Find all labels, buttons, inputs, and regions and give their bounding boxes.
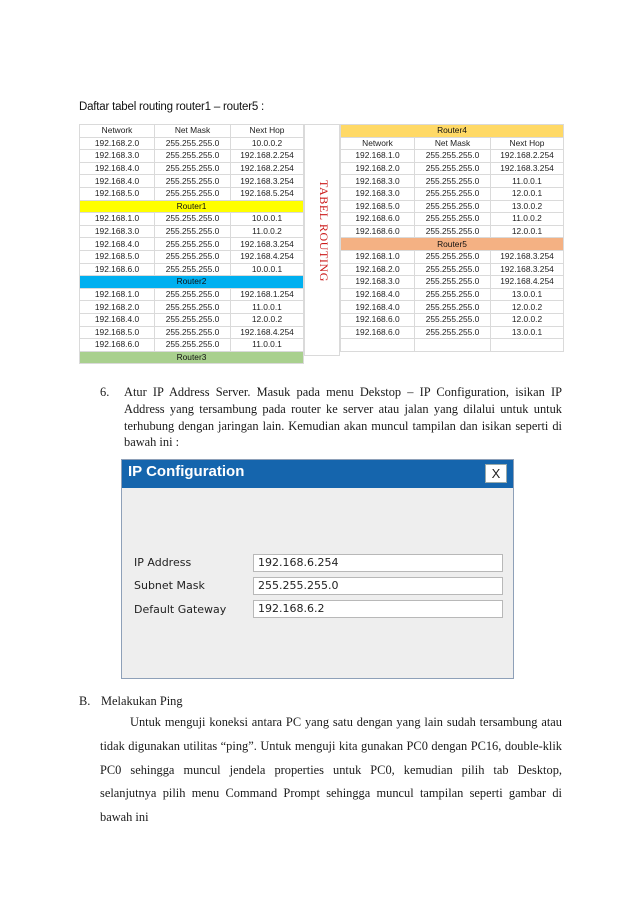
table-cell: 255.255.255.0 (415, 301, 491, 314)
table-cell: 192.168.4.0 (341, 301, 415, 314)
table-cell: 255.255.255.0 (155, 162, 231, 175)
column-header: Next Hop (491, 137, 564, 150)
table-row (80, 137, 304, 150)
vertical-title-cell (304, 124, 340, 356)
section-b-body (100, 711, 562, 830)
table-row (341, 339, 564, 352)
table-row (341, 301, 564, 314)
table-row (80, 326, 304, 339)
table-cell: 255.255.255.0 (415, 288, 491, 301)
table-cell: 192.168.3.254 (231, 238, 304, 251)
table-row (80, 225, 304, 238)
table-caption: Daftar tabel routing router1 – router5 : (79, 101, 265, 113)
table-cell: 192.168.6.0 (80, 339, 155, 352)
table-cell: 11.0.0.2 (491, 213, 564, 226)
table-cell: 13.0.0.2 (491, 200, 564, 213)
table-row (80, 339, 304, 352)
table-cell: 255.255.255.0 (415, 313, 491, 326)
table-cell: 255.255.255.0 (415, 150, 491, 163)
table-cell: 255.255.255.0 (155, 238, 231, 251)
table-header-row (80, 125, 304, 138)
table-cell: 192.168.2.254 (231, 150, 304, 163)
table-cell: 192.168.4.0 (341, 288, 415, 301)
default-gateway-field[interactable]: 192.168.6.2 (253, 600, 503, 618)
router-band-row (80, 276, 304, 289)
table-cell: 192.168.3.0 (341, 187, 415, 200)
table-cell: 255.255.255.0 (155, 313, 231, 326)
table-cell: 255.255.255.0 (415, 250, 491, 263)
table-row (80, 162, 304, 175)
table-cell: 192.168.5.0 (80, 250, 155, 263)
table-cell: 192.168.1.0 (341, 150, 415, 163)
table-cell: 12.0.0.2 (491, 313, 564, 326)
step-text: Atur IP Address Server. Masuk pada menu Dekstop – IP Configuration, isikan IP Address yang tersambung pada router ke server atau jalan yang dilalui untuk untuk terhubung dengan jaringan lain. Kemudian akan muncul tampilan dan isikan seperti di bawah ini : (124, 385, 562, 450)
table-cell: 255.255.255.0 (415, 175, 491, 188)
table-cell: 255.255.255.0 (155, 150, 231, 163)
table-cell (341, 339, 415, 352)
table-cell: 192.168.3.254 (491, 162, 564, 175)
table-cell: 192.168.5.0 (341, 200, 415, 213)
table-row (341, 263, 564, 276)
table-cell: 255.255.255.0 (155, 137, 231, 150)
table-cell: 192.168.2.0 (80, 301, 155, 314)
table-row (341, 326, 564, 339)
table-row (341, 288, 564, 301)
table-row (80, 288, 304, 301)
table-cell: 255.255.255.0 (155, 250, 231, 263)
router-band-row (80, 200, 304, 213)
table-cell: 192.168.3.254 (231, 175, 304, 188)
table-cell: 12.0.0.2 (491, 301, 564, 314)
table-cell: 255.255.255.0 (155, 288, 231, 301)
table-cell: 192.168.2.254 (491, 150, 564, 163)
table-row (341, 162, 564, 175)
table-cell: 255.255.255.0 (155, 187, 231, 200)
table-cell: 10.0.0.1 (231, 263, 304, 276)
table-cell: 11.0.0.1 (491, 175, 564, 188)
router-band-label: Router4 (341, 125, 564, 138)
table-cell: 192.168.6.0 (80, 263, 155, 276)
table-row (341, 250, 564, 263)
router-band-label: Router3 (80, 351, 304, 364)
table-cell: 192.168.5.0 (80, 187, 155, 200)
subnet-mask-label: Subnet Mask (134, 579, 205, 592)
table-cell: 13.0.0.1 (491, 326, 564, 339)
step-number: 6. (100, 385, 110, 399)
table-cell: 192.168.6.0 (341, 213, 415, 226)
router-band-label: Router1 (80, 200, 304, 213)
table-cell: 255.255.255.0 (155, 225, 231, 238)
table-cell: 192.168.1.0 (341, 250, 415, 263)
table-header-row (341, 137, 564, 150)
table-cell: 192.168.3.0 (80, 225, 155, 238)
column-header: Network (341, 137, 415, 150)
table-cell: 255.255.255.0 (155, 175, 231, 188)
table-cell: 192.168.2.0 (341, 263, 415, 276)
table-cell (491, 339, 564, 352)
table-cell: 192.168.6.0 (341, 326, 415, 339)
step-6 (100, 384, 562, 451)
table-cell: 12.0.0.1 (491, 225, 564, 238)
router-band-row (80, 351, 304, 364)
table-cell: 12.0.0.2 (231, 313, 304, 326)
table-cell: 192.168.3.0 (341, 175, 415, 188)
table-cell: 255.255.255.0 (155, 301, 231, 314)
table-cell: 192.168.4.254 (491, 276, 564, 289)
routing-table-right (340, 124, 564, 352)
table-row (80, 238, 304, 251)
table-cell: 192.168.2.0 (341, 162, 415, 175)
column-header: Network (80, 125, 155, 138)
table-cell: 255.255.255.0 (415, 213, 491, 226)
table-cell: 255.255.255.0 (155, 326, 231, 339)
table-cell: 192.168.1.0 (80, 213, 155, 226)
table-row (80, 301, 304, 314)
column-header: Next Hop (231, 125, 304, 138)
table-cell: 192.168.5.254 (231, 187, 304, 200)
window-title-bar (122, 460, 513, 488)
table-cell: 255.255.255.0 (415, 225, 491, 238)
table-cell: 192.168.1.0 (80, 288, 155, 301)
table-cell: 255.255.255.0 (415, 276, 491, 289)
column-header: Net Mask (155, 125, 231, 138)
table-cell: 192.168.3.0 (80, 150, 155, 163)
table-cell: 192.168.3.254 (491, 263, 564, 276)
vertical-title: TABEL ROUTING (317, 180, 331, 283)
table-cell (415, 339, 491, 352)
router-band-row (341, 125, 564, 138)
table-row (80, 250, 304, 263)
table-cell: 11.0.0.1 (231, 339, 304, 352)
table-cell: 192.168.2.254 (231, 162, 304, 175)
table-cell: 11.0.0.2 (231, 225, 304, 238)
section-b-paragraph: Untuk menguji koneksi antara PC yang satu dengan yang lain sudah tersambung atau tidak digunakan utilitas “ping”. Untuk menguji kita gunakan PC0 dengan PC16, double-klik PC0 sehingga muncul jendela properties untuk PC0, kemudian pilih tab Desktop, selanjutnya pilih menu Command Prompt sehingga muncul tampilan seperti gambar di bawah ini (100, 715, 562, 825)
table-row (341, 175, 564, 188)
table-row (80, 263, 304, 276)
close-button[interactable]: X (485, 464, 507, 483)
table-row (341, 150, 564, 163)
table-cell: 192.168.3.254 (491, 250, 564, 263)
ip-configuration-window (121, 459, 514, 679)
column-header: Net Mask (415, 137, 491, 150)
table-cell: 192.168.4.0 (80, 162, 155, 175)
table-cell: 255.255.255.0 (155, 213, 231, 226)
table-cell: 255.255.255.0 (415, 187, 491, 200)
table-cell: 255.255.255.0 (155, 263, 231, 276)
table-cell: 12.0.0.1 (491, 187, 564, 200)
table-cell: 255.255.255.0 (415, 263, 491, 276)
table-cell: 13.0.0.1 (491, 288, 564, 301)
table-row (80, 175, 304, 188)
table-cell: 192.168.6.0 (341, 313, 415, 326)
default-gateway-label: Default Gateway (134, 603, 227, 616)
ip-address-field[interactable]: 192.168.6.254 (253, 554, 503, 572)
table-cell: 192.168.1.254 (231, 288, 304, 301)
table-cell: 255.255.255.0 (415, 326, 491, 339)
ip-address-label: IP Address (134, 556, 192, 569)
table-cell: 192.168.2.0 (80, 137, 155, 150)
window-title: IP Configuration (128, 463, 245, 480)
window-body (122, 488, 513, 678)
table-row (341, 200, 564, 213)
routing-table-left (79, 124, 304, 364)
table-cell: 192.168.3.0 (341, 276, 415, 289)
table-cell: 192.168.4.254 (231, 326, 304, 339)
table-row (80, 213, 304, 226)
table-cell: 192.168.5.0 (80, 326, 155, 339)
section-title: Melakukan Ping (101, 694, 183, 708)
table-cell: 192.168.4.0 (80, 313, 155, 326)
table-row (80, 187, 304, 200)
table-cell: 255.255.255.0 (415, 200, 491, 213)
table-cell: 192.168.4.0 (80, 175, 155, 188)
table-cell: 255.255.255.0 (155, 339, 231, 352)
router-band-label: Router2 (80, 276, 304, 289)
section-letter: B. (79, 694, 91, 708)
table-row (341, 225, 564, 238)
table-row (341, 313, 564, 326)
table-cell: 11.0.0.1 (231, 301, 304, 314)
table-cell: 192.168.6.0 (341, 225, 415, 238)
table-cell: 10.0.0.1 (231, 213, 304, 226)
router-band-row (341, 238, 564, 251)
table-row (341, 213, 564, 226)
table-cell: 192.168.4.0 (80, 238, 155, 251)
table-row (80, 313, 304, 326)
table-row (80, 150, 304, 163)
subnet-mask-field[interactable]: 255.255.255.0 (253, 577, 503, 595)
table-cell: 255.255.255.0 (415, 162, 491, 175)
router-band-label: Router5 (341, 238, 564, 251)
table-row (341, 276, 564, 289)
table-cell: 192.168.4.254 (231, 250, 304, 263)
table-row (341, 187, 564, 200)
table-cell: 10.0.0.2 (231, 137, 304, 150)
